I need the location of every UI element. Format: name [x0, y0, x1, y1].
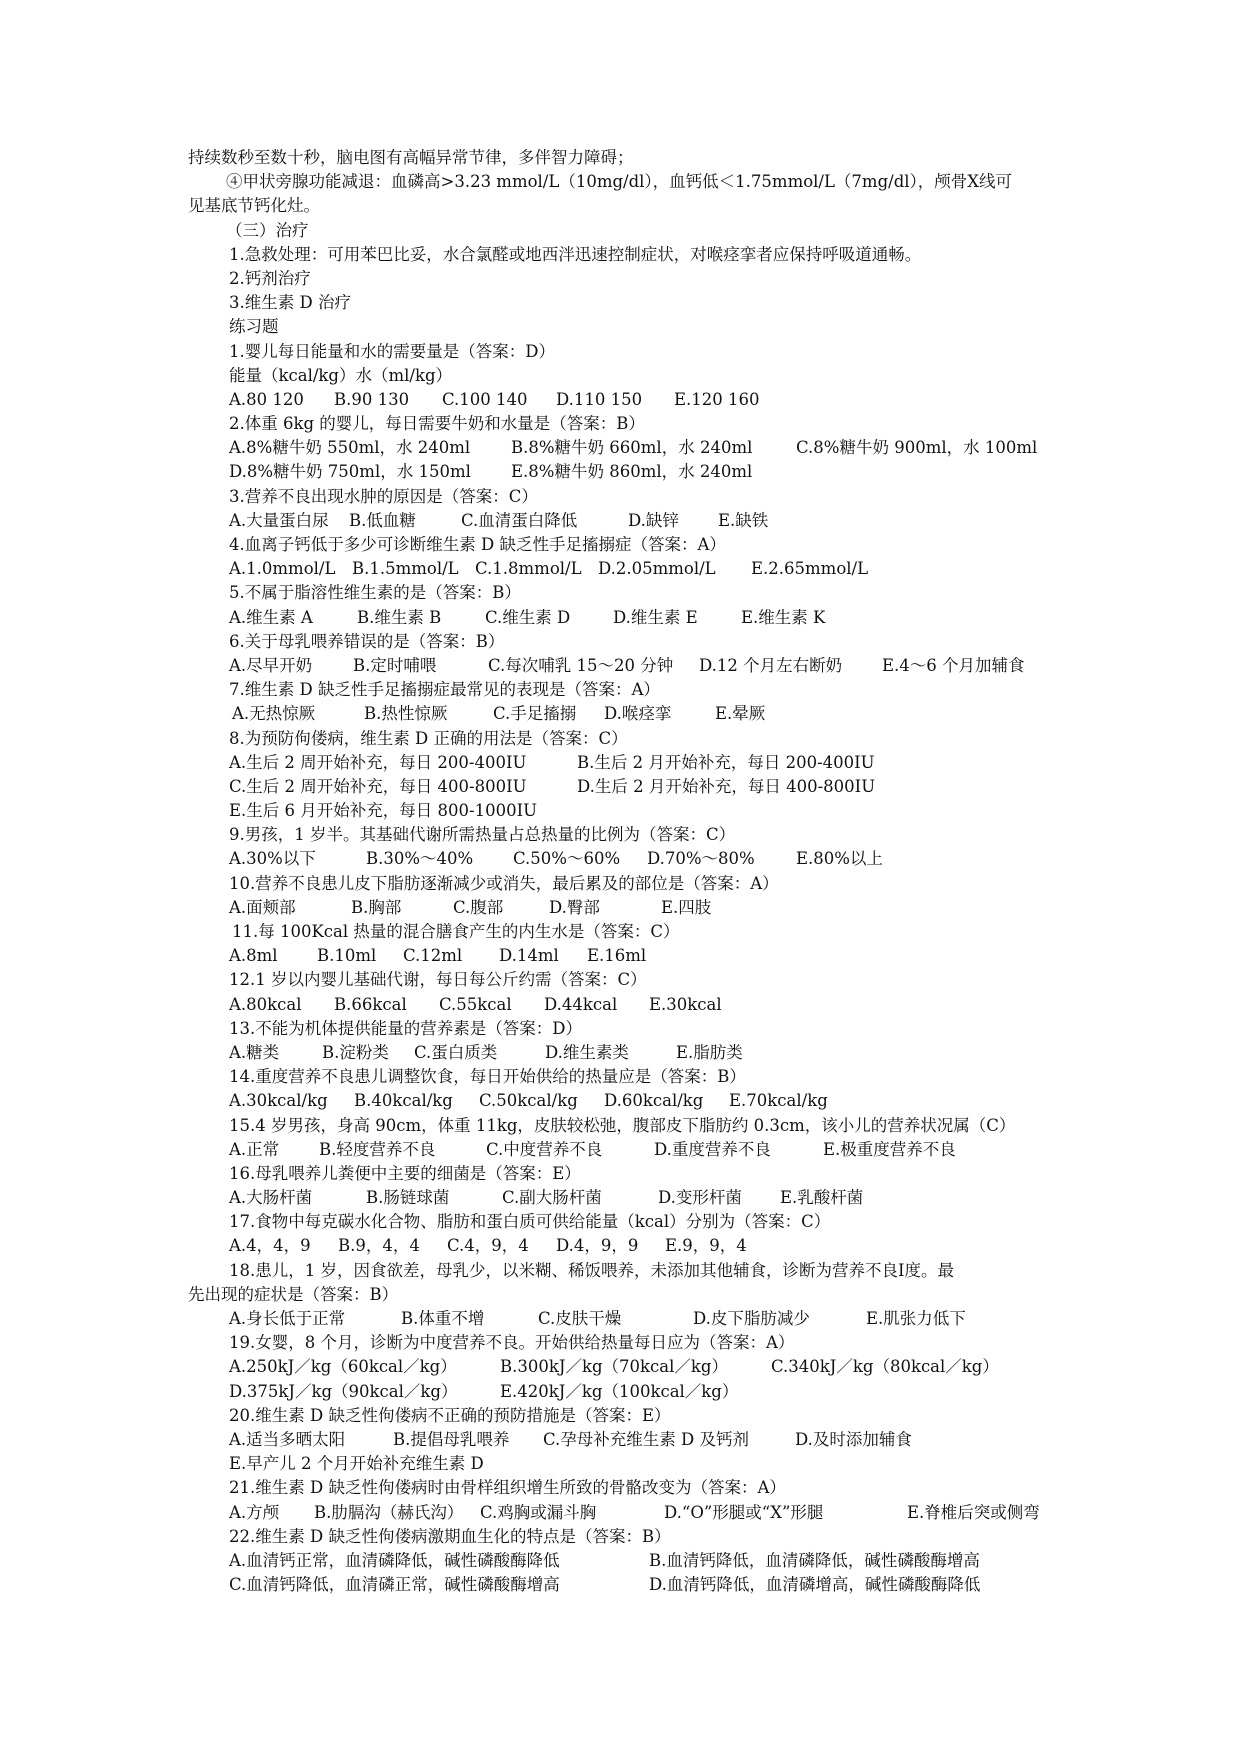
- option-item: D.维生素类: [545, 1042, 629, 1062]
- option-item: A.血清钙正常，血清磷降低，碱性磷酸酶降低: [229, 1550, 560, 1570]
- option-item: D.“O”形腿或“X”形腿: [664, 1502, 824, 1522]
- option-item: C.孕母补充维生素 D 及钙剂: [543, 1429, 750, 1449]
- option-item: E.脊椎后突或侧弯: [907, 1502, 1040, 1522]
- option-item: B.10ml: [317, 946, 377, 966]
- option-line: [188, 1041, 1061, 1065]
- option-item: A.8%糖牛奶 550ml，水 240ml: [229, 438, 471, 458]
- option-item: E.维生素 K: [741, 607, 826, 627]
- option-item: C.12ml: [403, 946, 463, 966]
- text-line: 19.女婴，8 个月，诊断为中度营养不良。开始供给热量每日应为（答案：A）: [229, 1333, 795, 1353]
- option-item: B.轻度营养不良: [319, 1139, 436, 1159]
- text-line: 22.维生素 D 缺乏性佝偻病激期血生化的特点是（答案：B）: [229, 1526, 671, 1546]
- option-item: D.12 个月左右断奶: [699, 655, 843, 675]
- text-line: 21.维生素 D 缺乏性佝偻病时由骨样组织增生所致的骨骼改变为（答案：A）: [229, 1478, 786, 1498]
- text-line: 2.钙剂治疗: [229, 268, 311, 288]
- option-item: B.90 130: [334, 389, 410, 409]
- option-item: D.臀部: [549, 897, 600, 917]
- option-item: D.44kcal: [544, 994, 618, 1014]
- option-item: C.100 140: [442, 389, 528, 409]
- option-item: B.体重不增: [401, 1309, 485, 1328]
- option-item: A.无热惊厥: [232, 704, 316, 724]
- option-item: C.50kcal/kg: [479, 1091, 578, 1111]
- text-line: （三）治疗: [226, 220, 309, 240]
- option-item: A.大肠杆菌: [229, 1188, 313, 1208]
- option-item: E.420kJ／kg（100kcal／kg）: [500, 1381, 739, 1401]
- option-item: B.低血糖: [349, 510, 416, 530]
- option-item: D.血清钙降低，血清磷增高，碱性磷酸酶降低: [649, 1575, 981, 1595]
- option-item: A.方颅: [229, 1502, 280, 1522]
- option-line: [188, 1549, 1061, 1573]
- option-item: D.维生素 E: [613, 607, 698, 627]
- option-item: A.面颊部: [229, 897, 296, 917]
- text-line: 7.维生素 D 缺乏性手足搐搦症最常见的表现是（答案：A）: [229, 680, 660, 700]
- text-line: 1.急救处理：可用苯巴比妥，水合氯醛或地西泮迅速控制症状，对喉痉挛者应保持呼吸道通畅。: [229, 244, 922, 264]
- option-item: E.80%以上: [796, 849, 883, 869]
- option-item: E.晕厥: [715, 704, 766, 724]
- option-item: C.蛋白质类: [414, 1042, 498, 1062]
- option-item: C.4，9，4: [447, 1236, 529, 1256]
- text-line: 16.母乳喂养儿粪便中主要的细菌是（答案：E）: [229, 1163, 581, 1183]
- option-item: C.8%糖牛奶 900ml，水 100ml: [796, 438, 1038, 458]
- option-item: E.乳酸杆菌: [780, 1188, 864, 1208]
- option-item: A.80 120: [229, 389, 304, 409]
- text-line: 14.重度营养不良患儿调整饮食，每日开始供给的热量应是（答案：B）: [229, 1067, 746, 1087]
- option-item: B.9，4，4: [338, 1236, 420, 1256]
- option-line: [188, 1234, 1061, 1258]
- option-item: C.1.8mmol/L: [475, 559, 582, 579]
- option-line: [188, 751, 1061, 775]
- option-line: [188, 944, 1061, 968]
- option-item: E.极重度营养不良: [823, 1139, 956, 1159]
- option-item: E.120 160: [674, 389, 760, 409]
- text-line: 2.体重 6kg 的婴儿，每日需要牛奶和水量是（答案：B）: [229, 414, 645, 434]
- option-line: [188, 1186, 1061, 1210]
- text-line: 10.营养不良患儿皮下脂肪逐渐减少或消失，最后累及的部位是（答案：A）: [229, 873, 779, 893]
- option-item: D.变形杆菌: [658, 1188, 742, 1208]
- option-line: [188, 896, 1061, 920]
- option-item: C.血清蛋白降低: [461, 510, 578, 530]
- option-item: A.尽早开奶: [229, 655, 313, 675]
- option-item: A.4，4，9: [229, 1236, 311, 1256]
- option-line: [188, 1307, 1061, 1331]
- text-line: 17.食物中每克碳水化合物、脂肪和蛋白质可供给能量（kcal）分别为（答案：C）: [229, 1212, 831, 1232]
- option-item: D.14ml: [499, 946, 559, 966]
- option-item: E.8%糖牛奶 860ml，水 240ml: [511, 462, 753, 482]
- option-item: D.4，9，9: [556, 1236, 639, 1256]
- option-item: A.30kcal/kg: [229, 1091, 328, 1111]
- option-item: D.375kJ／kg（90kcal／kg）: [229, 1381, 458, 1401]
- option-item: D.重度营养不良: [654, 1139, 771, 1159]
- option-item: E.四肢: [661, 897, 712, 917]
- option-item: D.生后 2 月开始补充，每日 400-800IU: [577, 776, 876, 796]
- text-line: 20.维生素 D 缺乏性佝偻病不正确的预防措施是（答案：E）: [229, 1405, 671, 1425]
- option-item: D.喉痉挛: [604, 704, 672, 724]
- option-item: A.1.0mmol/L: [229, 559, 336, 579]
- option-item: B.胸部: [351, 897, 402, 917]
- option-item: C.340kJ／kg（80kcal／kg）: [771, 1357, 999, 1377]
- option-line: [188, 1355, 1061, 1379]
- option-item: B.生后 2 月开始补充，每日 200-400IU: [577, 752, 875, 772]
- text-line: 13.不能为机体提供能量的营养素是（答案：D）: [229, 1018, 582, 1038]
- option-item: D.60kcal/kg: [604, 1091, 704, 1111]
- text-line: 6.关于母乳喂养错误的是（答案：B）: [229, 631, 505, 651]
- option-item: A.身长低于正常: [229, 1309, 346, 1328]
- option-item: B.肠链球菌: [366, 1188, 450, 1208]
- text-line: 12.1 岁以内婴儿基础代谢，每日每公斤约需（答案：C）: [229, 970, 647, 990]
- option-line: [188, 702, 1061, 726]
- text-line: 持续数秒至数十秒，脑电图有高幅异常节律，多伴智力障碍；: [188, 148, 634, 167]
- text-line: 15.4 岁男孩，身高 90cm，体重 11kg，皮肤较松弛，腹部皮下脂肪约 0.3cm，该小儿的营养状况属（C）: [229, 1115, 1016, 1135]
- text-line: ④甲状旁腺功能减退：血磷高>3.23 mmol/L（10mg/dl），血钙低＜1.75mmol/L（7mg/dl），颅骨Ⅹ线可: [226, 172, 1013, 192]
- option-item: D.110 150: [556, 389, 643, 409]
- option-item: C.皮肤干燥: [538, 1309, 622, 1328]
- text-line: 3.维生素 D 治疗: [229, 293, 351, 313]
- option-line: [188, 606, 1061, 630]
- option-item: B.66kcal: [334, 994, 407, 1014]
- option-item: B.300kJ／kg（70kcal／kg）: [500, 1357, 728, 1377]
- option-item: C.每次哺乳 15～20 分钟: [488, 655, 674, 675]
- option-line: [188, 1380, 1061, 1404]
- option-item: B.1.5mmol/L: [352, 559, 459, 579]
- option-item: C.中度营养不良: [486, 1139, 603, 1159]
- text-line: 练习题: [229, 317, 279, 337]
- text-line: 先出现的症状是（答案：B）: [188, 1284, 399, 1304]
- option-item: D.及时添加辅食: [795, 1429, 912, 1449]
- option-line: [188, 557, 1061, 581]
- option-item: B.淀粉类: [322, 1042, 389, 1062]
- option-item: A.维生素 A: [229, 607, 313, 627]
- option-item: D.皮下脂肪减少: [693, 1309, 810, 1328]
- option-item: C.鸡胸或漏斗胸: [480, 1502, 597, 1522]
- option-item: C.副大肠杆菌: [502, 1188, 602, 1208]
- option-item: A.250kJ／kg（60kcal／kg）: [229, 1357, 457, 1377]
- option-item: A.糖类: [229, 1042, 280, 1062]
- text-line: 3.营养不良出现水肿的原因是（答案：C）: [229, 486, 538, 506]
- option-line: [188, 1573, 1061, 1597]
- text-line: 18.患儿，1 岁，因食欲差，母乳少，以米糊、稀饭喂养，未添加其他辅食，诊断为营养不良Ⅰ度。最: [229, 1260, 955, 1280]
- option-item: C.血清钙降低，血清磷正常，碱性磷酸酶增高: [229, 1575, 560, 1595]
- option-line: [188, 1089, 1061, 1113]
- option-line: [188, 436, 1061, 460]
- option-item: C.生后 2 周开始补充，每日 400-800IU: [229, 776, 527, 796]
- option-item: B.8%糖牛奶 660ml，水 240ml: [511, 438, 753, 458]
- option-item: B.肋膈沟（赫氏沟）: [314, 1502, 464, 1522]
- option-line: [188, 509, 1061, 533]
- option-item: D.缺锌: [628, 510, 679, 530]
- option-item: B.维生素 B: [357, 607, 442, 627]
- text-line: E.生后 6 月开始补充，每日 800-1000IU: [229, 801, 538, 821]
- option-line: [188, 388, 1061, 412]
- option-item: E.30kcal: [649, 994, 722, 1014]
- option-item: E.缺铁: [718, 510, 769, 530]
- text-line: 4.血离子钙低于多少可诊断维生素 D 缺乏性手足搐搦症（答案：A）: [229, 535, 726, 554]
- option-line: [188, 1138, 1061, 1162]
- option-item: E.4～6 个月加辅食: [882, 655, 1025, 675]
- option-item: A.8ml: [229, 946, 278, 966]
- text-line: 5.不属于脂溶性维生素的是（答案：B）: [229, 583, 521, 603]
- text-line: 8.为预防佝偻病，维生素 D 正确的用法是（答案：C）: [229, 728, 628, 748]
- option-item: E.16ml: [587, 946, 647, 966]
- option-item: B.40kcal/kg: [354, 1091, 453, 1111]
- option-line: [188, 1501, 1061, 1525]
- option-item: B.热性惊厥: [364, 704, 448, 724]
- option-line: [188, 460, 1061, 484]
- option-item: A.大量蛋白尿: [229, 510, 329, 530]
- text-line: E.早产儿 2 个月开始补充维生素 D: [229, 1454, 484, 1474]
- option-item: A.80kcal: [229, 994, 302, 1014]
- text-line: 见基底节钙化灶。: [188, 196, 320, 216]
- option-item: C.维生素 D: [485, 607, 571, 627]
- option-line: [188, 654, 1061, 678]
- text-line: 11.每 100Kcal 热量的混合膳食产生的内生水是（答案：C）: [232, 922, 680, 941]
- option-item: C.手足搐搦: [493, 704, 577, 724]
- option-line: [188, 775, 1061, 799]
- option-item: B.30%～40%: [366, 849, 474, 869]
- option-item: C.50%～60%: [513, 849, 621, 869]
- option-item: C.55kcal: [439, 994, 512, 1014]
- option-item: E.9，9，4: [665, 1236, 747, 1256]
- option-item: E.肌张力低下: [866, 1309, 966, 1328]
- option-item: D.8%糖牛奶 750ml，水 150ml: [229, 462, 471, 482]
- option-item: C.腹部: [453, 897, 504, 917]
- option-item: A.适当多晒太阳: [229, 1429, 346, 1449]
- option-line: [188, 1428, 1061, 1452]
- option-item: E.脂肪类: [676, 1042, 743, 1062]
- option-line: [188, 993, 1061, 1017]
- option-item: A.生后 2 周开始补充，每日 200-400IU: [229, 752, 527, 772]
- text-line: 能量（kcal/kg）水（ml/kg）: [229, 365, 453, 385]
- option-item: E.2.65mmol/L: [751, 559, 869, 579]
- text-line: 1.婴儿每日能量和水的需要量是（答案：D）: [229, 341, 555, 361]
- option-item: B.定时哺喂: [353, 655, 437, 675]
- option-item: B.血清钙降低，血清磷降低，碱性磷酸酶增高: [649, 1550, 980, 1570]
- option-line: [188, 847, 1061, 871]
- option-item: A.30%以下: [229, 849, 316, 869]
- option-item: D.2.05mmol/L: [598, 559, 716, 579]
- option-item: E.70kcal/kg: [729, 1091, 828, 1111]
- text-line: 9.男孩，1 岁半。其基础代谢所需热量占总热量的比例为（答案：C）: [229, 825, 736, 845]
- option-item: B.提倡母乳喂养: [393, 1429, 510, 1449]
- option-item: A.正常: [229, 1139, 280, 1159]
- option-item: D.70%～80%: [647, 849, 755, 869]
